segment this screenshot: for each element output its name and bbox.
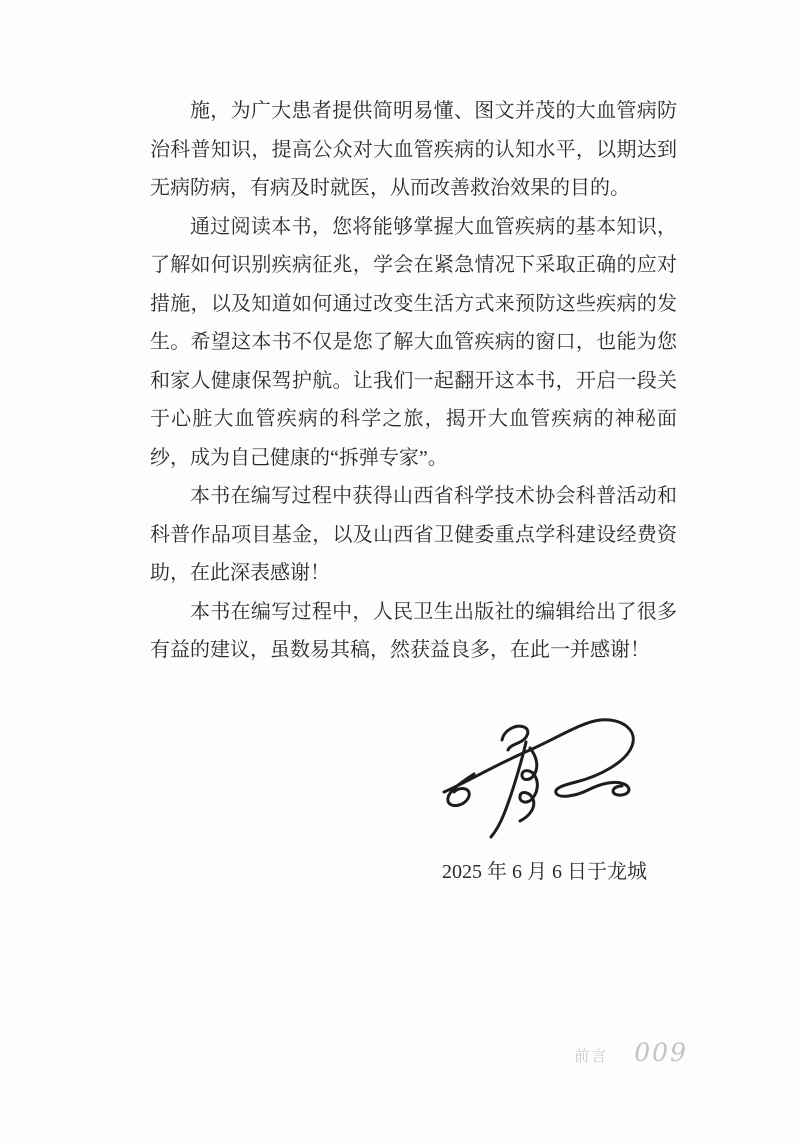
preface-body <box>150 92 677 670</box>
footer-section-label: 前言 <box>574 1048 609 1065</box>
page-footer <box>574 1038 688 1067</box>
signature-image <box>442 712 652 842</box>
dateline: 2025 年 6 月 6 日于龙城 <box>442 861 647 883</box>
preface-paragraph: 通过阅读本书，您将能够掌握大血管疾病的基本知识，了解如何识别疾病征兆，学会在紧急情况下采取正确的应对措施，以及知道如何通过改变生活方式来预防这些疾病的发生。希望这本书不仅是您了解大血管疾病的窗口，也能为您和家人健康保驾护航。让我们一起翻开这本书，开启一段关于心脏大血管疾病的科学之旅，揭开大血管疾病的神秘面纱，成为自己健康的“拆弹专家”。 <box>150 215 677 469</box>
preface-paragraph: 本书在编写过程中获得山西省科学技术协会科普活动和科普作品项目基金，以及山西省卫健委重点学科建设经费资助，在此深表感谢！ <box>150 485 677 584</box>
preface-paragraph: 本书在编写过程中，人民卫生出版社的编辑给出了很多有益的建议，虽数易其稿，然获益良多，在此一并感谢！ <box>150 600 677 661</box>
footer-page-number: 009 <box>634 1038 688 1067</box>
preface-paragraph: 施，为广大患者提供简明易懂、图文并茂的大血管病防治科普知识，提高公众对大血管疾病的认知水平，以期达到无病防病，有病及时就医，从而改善救治效果的目的。 <box>150 100 677 199</box>
